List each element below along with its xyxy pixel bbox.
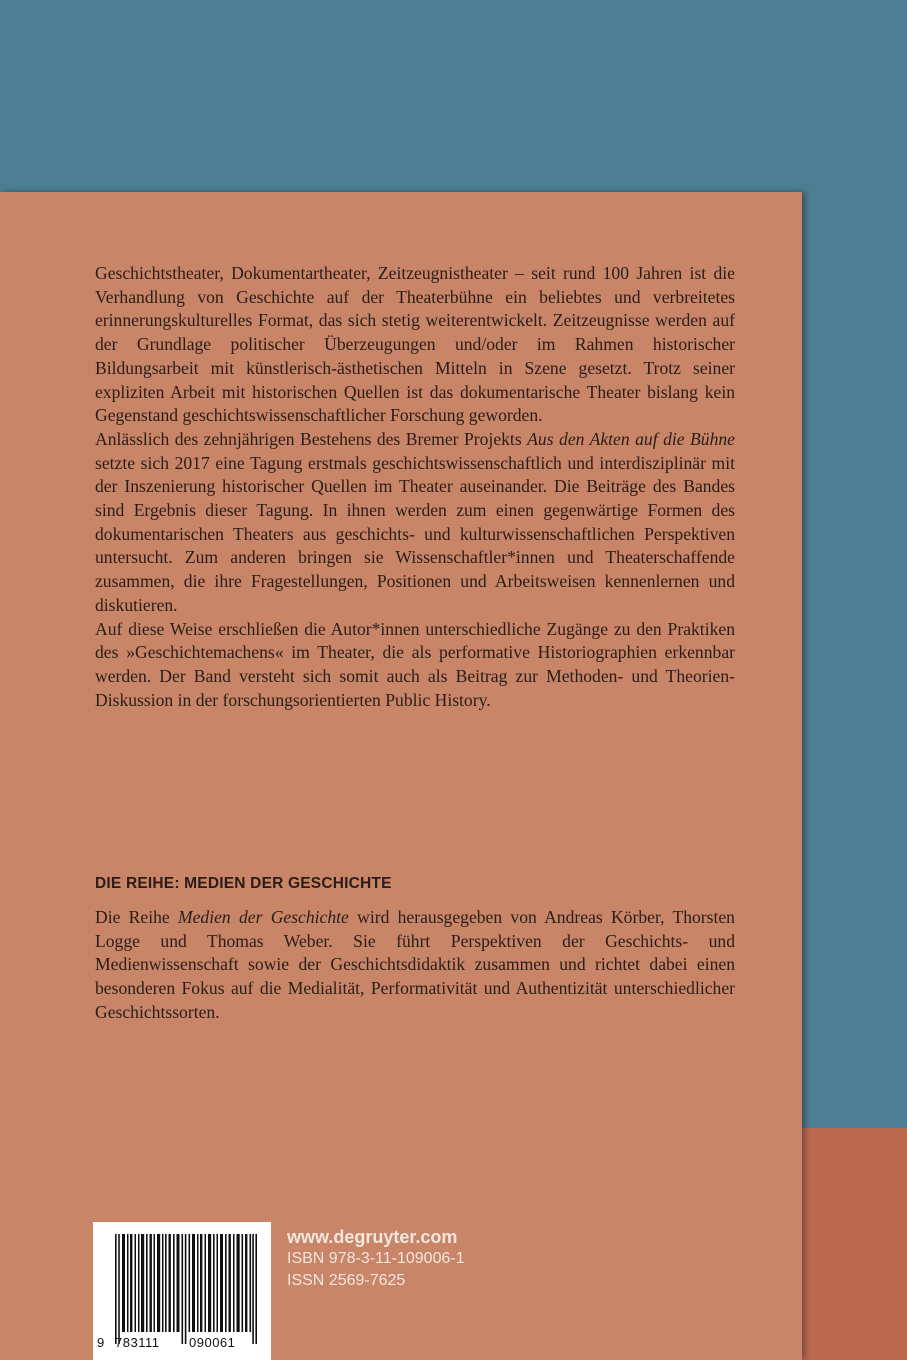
barcode-lead-digit: 9 (97, 1335, 105, 1350)
blurb-paragraph-3: Auf diese Weise erschließen die Autor*innen unterschiedliche Zugänge zu den Praktiken des »Geschichtemachens« im Theater, die als performative Historiographien erkennbar werden. Der Band versteht sich somit auch als Beitrag zur Methoden- und Theorien-Diskussion in der forschungsorientierten Public History. (95, 618, 735, 710)
series-title: Medien der Geschichte (177, 907, 349, 927)
blurb-paragraph-2 (95, 428, 735, 618)
publisher-url: www.degruyter.com (287, 1227, 458, 1247)
project-title: Aus den Akten auf die Bühne (527, 428, 735, 449)
series-description (95, 906, 735, 1025)
blurb-p2-rest: setzte sich 2017 eine Tagung erstmals geschichtswissenschaftlich und interdisziplinär mit der Inszenierung historischer Quellen im Theater auseinander. Die Beiträge des Bandes sind Ergebnis dieser Tagung. In ihnen werden zum einen gegenwärtige Formen des dokumentarischen Theaters aus geschichts- und kulturwissenschaftlichen Perspektiven untersucht. Zum anderen bringen sie Wissenschaftler*innen und Theaterschaffende zusammen, die ihre Fragestellungen, Positionen und Arbeitsweisen kennenlernen und diskutieren. (95, 452, 735, 615)
barcode-bars (115, 1234, 257, 1344)
isbn-barcode (93, 1222, 271, 1360)
blurb-paragraph-1: Geschichtstheater, Dokumentartheater, Zeitzeugnistheater – seit rund 100 Jahren ist die Verhandlung von Geschichte auf der Theaterbühne ein beliebtes und verbreitetes erinnerungskulturelles Format, das sich stetig weiterentwickelt. Zeitzeugnisse werden auf der Grundlage politischer Überzeugungen und/oder im Rahmen historischer Bildungsarbeit mit künstlerisch-ästhetischen Mitteln in Szene gesetzt. Trotz seiner expliziten Arbeit mit historischen Quellen ist das dokumentarische Theater bislang kein Gegenstand geschichtswissenschaftlicher Forschung geworden. (95, 263, 735, 426)
isbn-number: ISBN 978-3-11-109006-1 (287, 1250, 465, 1267)
series-text-intro: Die Reihe (95, 907, 178, 927)
publisher-info (287, 1226, 465, 1292)
barcode-digits (97, 1335, 267, 1350)
accent-block (800, 1128, 907, 1360)
barcode-right-digits: 090061 (189, 1335, 236, 1350)
series-heading: DIE REIHE: MEDIEN DER GESCHICHTE (95, 875, 392, 892)
series-text-rest: wird herausgegeben von Andreas Körber, Thorsten Logge und Thomas Weber. Sie führt Perspektiven der Geschichts- und Medienwissenschaft sowie der Geschichtsdidaktik zusammen und richtet dabei einen besonderen Fokus auf die Medialität, Performativität und Authentizität unterschiedlicher Geschichtssorten. (95, 907, 735, 1022)
book-blurb (95, 262, 735, 712)
blurb-p2-intro: Anlässlich des zehnjährigen Bestehens des Bremer Projekts (95, 428, 528, 449)
issn-number: ISSN 2569-7625 (287, 1272, 406, 1289)
barcode-left-digits: 783111 (115, 1335, 160, 1350)
